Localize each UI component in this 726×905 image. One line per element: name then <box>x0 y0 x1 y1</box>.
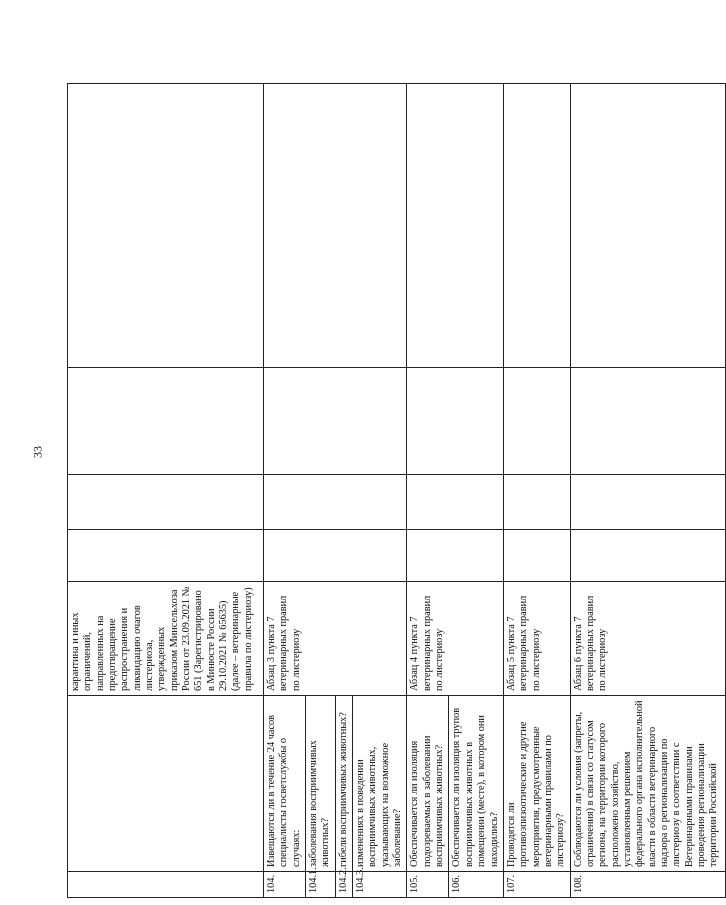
cell-source-continuation: карантина и иных ограничений, направленных на предотвращение распространения и ликвидацию очагов листериоза, утвержденных приказом Минсельхоза России от 23.09.2021 № 651 (Зарегистрировано в Минюсте России 29.10.2021 № 65635) (далее – ветеринарные правила по листериозу) <box>68 582 264 696</box>
table-row <box>264 84 306 898</box>
cell-note <box>264 84 407 368</box>
row-question: заболевания восприимчивых животных? <box>306 696 336 872</box>
checklist-table <box>67 83 726 898</box>
cell-num-empty <box>68 872 264 898</box>
row-number: 105. <box>407 872 449 898</box>
row-number: 104.2. <box>335 872 352 898</box>
row-question: Извещаются ли в течение 24 часов специалисты госветслужбы о случаях: <box>264 696 306 872</box>
row-source: Абзац 5 пункта 7 ветеринарных правил по листериозу <box>503 582 570 696</box>
cell-note <box>68 84 264 368</box>
cell-note <box>407 84 503 368</box>
cell-answer-na <box>503 368 570 475</box>
table-row <box>570 84 725 898</box>
row-number: 104.3. <box>353 872 407 898</box>
row-source: Абзац 3 пункта 7 ветеринарных правил по листериозу <box>264 582 407 696</box>
row-question: гибели восприимчивых животных? <box>335 696 352 872</box>
cell-answer-yes <box>407 530 503 582</box>
cell-answer-no <box>407 475 503 530</box>
cell-answer-na <box>570 368 725 475</box>
cell-answer-yes <box>68 530 264 582</box>
row-source: Абзац 4 пункта 7 ветеринарных правил по листериозу <box>407 582 503 696</box>
row-number: 107. <box>503 872 570 898</box>
cell-note <box>503 84 570 368</box>
cell-answer-no <box>68 475 264 530</box>
cell-answer-yes <box>570 530 725 582</box>
table-row <box>407 84 449 898</box>
row-question: Обеспечивается ли изоляция подозреваемых в заболевании восприимчивых животных? <box>407 696 449 872</box>
row-number: 108. <box>570 872 725 898</box>
cell-question-empty <box>68 696 264 872</box>
cell-answer-no <box>264 475 407 530</box>
cell-answer-na <box>68 368 264 475</box>
row-number: 104.1. <box>306 872 336 898</box>
cell-note <box>570 84 725 368</box>
cell-answer-no <box>570 475 725 530</box>
row-question: изменениях в поведении восприимчивых животных, указывающих на возможное заболевание? <box>353 696 407 872</box>
table-row <box>503 84 570 898</box>
cell-answer-na <box>407 368 503 475</box>
cell-answer-yes <box>503 530 570 582</box>
row-number: 106. <box>449 872 503 898</box>
cell-answer-no <box>503 475 570 530</box>
row-question: Соблюдаются ли условия (запреты, ограничения) в связи со статусом региона, на территории которого расположено хозяйство, установленным решением федерального органа исполнительной власти в области ветеринарного надзора о регионализации по листериозу в соответствии с Ветеринарными правилами проведения регионализации территории Российской <box>570 696 725 872</box>
row-source: Абзац 6 пункта 7 ветеринарных правил по листериозу <box>570 582 725 696</box>
row-question: Проводятся ли противоэпизоотические и другие мероприятия, предусмотренные ветеринарными правилами по листериозу? <box>503 696 570 872</box>
table-row-continuation <box>68 84 264 898</box>
page-number: 33 <box>30 446 45 458</box>
cell-answer-na <box>264 368 407 475</box>
row-number: 104. <box>264 872 306 898</box>
row-question: Обеспечивается ли изоляция трупов восприимчивых животных в помещении (месте), в котором они находились? <box>449 696 503 872</box>
cell-answer-yes <box>264 530 407 582</box>
